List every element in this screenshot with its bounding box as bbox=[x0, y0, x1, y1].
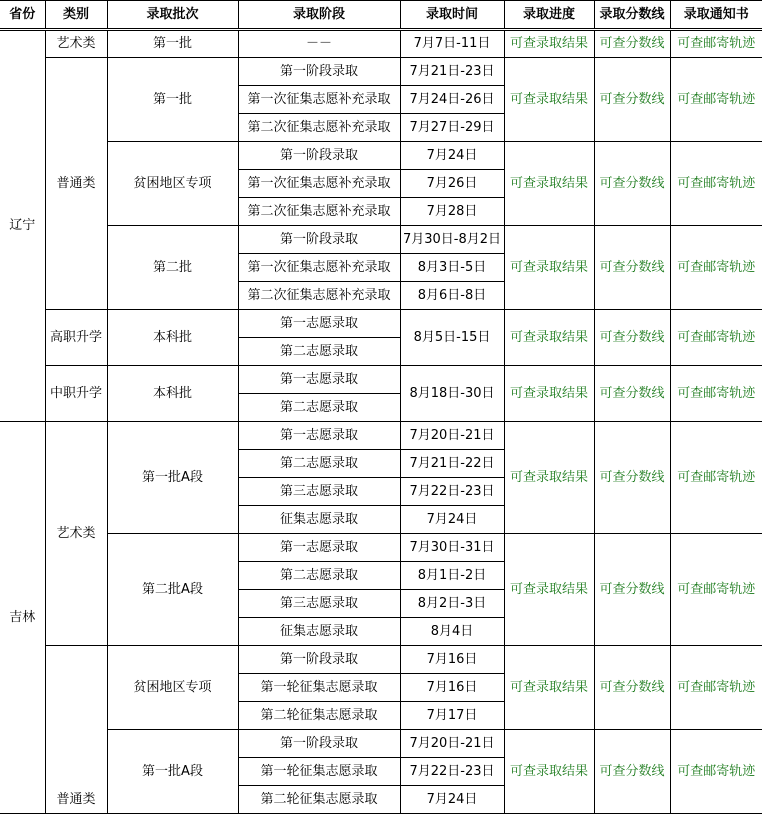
stage-cell: 第一次征集志愿补充录取 bbox=[238, 254, 400, 282]
time-cell: 8月5日-15日 bbox=[400, 310, 504, 366]
progress-link[interactable]: 可查录取结果 bbox=[504, 310, 594, 366]
notice-link[interactable]: 可查邮寄轨迹 bbox=[670, 534, 762, 646]
time-cell: 7月22日-23日 bbox=[400, 758, 504, 786]
category-cell: 艺术类 bbox=[45, 30, 107, 58]
time-cell: 7月7日-11日 bbox=[400, 30, 504, 58]
stage-cell: 第一志愿录取 bbox=[238, 534, 400, 562]
batch-cell: 贫困地区专项 bbox=[107, 142, 238, 226]
time-cell: 7月26日 bbox=[400, 170, 504, 198]
progress-link[interactable]: 可查录取结果 bbox=[504, 58, 594, 142]
table-row bbox=[0, 730, 762, 758]
table-row bbox=[0, 142, 762, 170]
score-link[interactable]: 可查分数线 bbox=[594, 226, 670, 310]
time-cell: 7月20日-21日 bbox=[400, 422, 504, 450]
score-link[interactable]: 可查分数线 bbox=[594, 58, 670, 142]
score-link[interactable]: 可查分数线 bbox=[594, 366, 670, 422]
notice-link[interactable]: 可查邮寄轨迹 bbox=[670, 30, 762, 58]
stage-cell: 第一阶段录取 bbox=[238, 730, 400, 758]
progress-link[interactable]: 可查录取结果 bbox=[504, 730, 594, 814]
time-cell: 8月18日-30日 bbox=[400, 366, 504, 422]
time-cell: 7月20日-21日 bbox=[400, 730, 504, 758]
batch-cell: 第二批A段 bbox=[107, 534, 238, 646]
time-cell: 7月21日-23日 bbox=[400, 58, 504, 86]
header-time: 录取时间 bbox=[400, 1, 504, 30]
stage-cell: －－ bbox=[238, 30, 400, 58]
time-cell: 7月16日 bbox=[400, 646, 504, 674]
notice-link[interactable]: 可查邮寄轨迹 bbox=[670, 646, 762, 730]
progress-link[interactable]: 可查录取结果 bbox=[504, 366, 594, 422]
stage-cell: 第二轮征集志愿录取 bbox=[238, 702, 400, 730]
notice-link[interactable]: 可查邮寄轨迹 bbox=[670, 310, 762, 366]
score-link[interactable]: 可查分数线 bbox=[594, 30, 670, 58]
batch-cell: 本科批 bbox=[107, 310, 238, 366]
time-cell: 8月2日-3日 bbox=[400, 590, 504, 618]
table-row bbox=[0, 366, 762, 394]
header-score: 录取分数线 bbox=[594, 1, 670, 30]
batch-cell: 第一批A段 bbox=[107, 422, 238, 534]
batch-cell: 第二批 bbox=[107, 226, 238, 310]
time-cell: 7月28日 bbox=[400, 198, 504, 226]
stage-cell: 第二志愿录取 bbox=[238, 450, 400, 478]
stage-cell: 第一阶段录取 bbox=[238, 58, 400, 86]
stage-cell: 第二次征集志愿补充录取 bbox=[238, 282, 400, 310]
stage-cell: 第一志愿录取 bbox=[238, 366, 400, 394]
stage-cell: 第二志愿录取 bbox=[238, 562, 400, 590]
time-cell: 7月30日-31日 bbox=[400, 534, 504, 562]
category-cell: 艺术类 bbox=[45, 422, 107, 646]
stage-cell: 第一阶段录取 bbox=[238, 226, 400, 254]
batch-cell: 第一批 bbox=[107, 58, 238, 142]
time-cell: 7月24日-26日 bbox=[400, 86, 504, 114]
time-cell: 8月1日-2日 bbox=[400, 562, 504, 590]
notice-link[interactable]: 可查邮寄轨迹 bbox=[670, 142, 762, 226]
time-cell: 7月24日 bbox=[400, 142, 504, 170]
table-row bbox=[0, 422, 762, 450]
time-cell: 7月16日 bbox=[400, 674, 504, 702]
time-cell: 8月4日 bbox=[400, 618, 504, 646]
stage-cell: 第二次征集志愿补充录取 bbox=[238, 198, 400, 226]
stage-cell: 征集志愿录取 bbox=[238, 506, 400, 534]
batch-cell: 贫困地区专项 bbox=[107, 646, 238, 730]
batch-cell: 第一批A段 bbox=[107, 730, 238, 814]
notice-link[interactable]: 可查邮寄轨迹 bbox=[670, 422, 762, 534]
category-cell: 中职升学 bbox=[45, 366, 107, 422]
time-cell: 7月17日 bbox=[400, 702, 504, 730]
notice-link[interactable]: 可查邮寄轨迹 bbox=[670, 730, 762, 814]
province-cell: 辽宁 bbox=[0, 30, 45, 422]
time-cell: 7月24日 bbox=[400, 786, 504, 814]
time-cell: 7月30日-8月2日 bbox=[400, 226, 504, 254]
stage-cell: 第二志愿录取 bbox=[238, 394, 400, 422]
header-stage: 录取阶段 bbox=[238, 1, 400, 30]
progress-link[interactable]: 可查录取结果 bbox=[504, 534, 594, 646]
stage-cell: 第一阶段录取 bbox=[238, 646, 400, 674]
stage-cell: 征集志愿录取 bbox=[238, 618, 400, 646]
header-province: 省份 bbox=[0, 1, 45, 30]
notice-link[interactable]: 可查邮寄轨迹 bbox=[670, 226, 762, 310]
score-link[interactable]: 可查分数线 bbox=[594, 646, 670, 730]
batch-cell: 本科批 bbox=[107, 366, 238, 422]
category-cell: 普通类 bbox=[45, 646, 107, 814]
table-row bbox=[0, 58, 762, 86]
province-cell: 吉林 bbox=[0, 422, 45, 814]
stage-cell: 第一次征集志愿补充录取 bbox=[238, 170, 400, 198]
table-row bbox=[0, 534, 762, 562]
stage-cell: 第一志愿录取 bbox=[238, 422, 400, 450]
progress-link[interactable]: 可查录取结果 bbox=[504, 30, 594, 58]
header-notice: 录取通知书 bbox=[670, 1, 762, 30]
category-cell: 高职升学 bbox=[45, 310, 107, 366]
stage-cell: 第一轮征集志愿录取 bbox=[238, 758, 400, 786]
score-link[interactable]: 可查分数线 bbox=[594, 142, 670, 226]
header-row bbox=[0, 1, 762, 30]
stage-cell: 第一轮征集志愿录取 bbox=[238, 674, 400, 702]
score-link[interactable]: 可查分数线 bbox=[594, 730, 670, 814]
notice-link[interactable]: 可查邮寄轨迹 bbox=[670, 366, 762, 422]
stage-cell: 第二轮征集志愿录取 bbox=[238, 786, 400, 814]
stage-cell: 第一阶段录取 bbox=[238, 142, 400, 170]
time-cell: 7月27日-29日 bbox=[400, 114, 504, 142]
time-cell: 7月24日 bbox=[400, 506, 504, 534]
score-link[interactable]: 可查分数线 bbox=[594, 534, 670, 646]
progress-link[interactable]: 可查录取结果 bbox=[504, 142, 594, 226]
category-cell: 普通类 bbox=[45, 58, 107, 310]
notice-link[interactable]: 可查邮寄轨迹 bbox=[670, 58, 762, 142]
time-cell: 8月3日-5日 bbox=[400, 254, 504, 282]
progress-link[interactable]: 可查录取结果 bbox=[504, 226, 594, 310]
stage-cell: 第三志愿录取 bbox=[238, 590, 400, 618]
table-row bbox=[0, 310, 762, 338]
stage-cell: 第二志愿录取 bbox=[238, 338, 400, 366]
stage-cell: 第一志愿录取 bbox=[238, 310, 400, 338]
stage-cell: 第一次征集志愿补充录取 bbox=[238, 86, 400, 114]
score-link[interactable]: 可查分数线 bbox=[594, 310, 670, 366]
stage-cell: 第二次征集志愿补充录取 bbox=[238, 114, 400, 142]
table-row bbox=[0, 30, 762, 58]
time-cell: 7月21日-22日 bbox=[400, 450, 504, 478]
header-category: 类别 bbox=[45, 1, 107, 30]
score-link[interactable]: 可查分数线 bbox=[594, 422, 670, 534]
header-batch: 录取批次 bbox=[107, 1, 238, 30]
progress-link[interactable]: 可查录取结果 bbox=[504, 646, 594, 730]
time-cell: 7月22日-23日 bbox=[400, 478, 504, 506]
stage-cell: 第三志愿录取 bbox=[238, 478, 400, 506]
progress-link[interactable]: 可查录取结果 bbox=[504, 422, 594, 534]
table-row bbox=[0, 226, 762, 254]
header-progress: 录取进度 bbox=[504, 1, 594, 30]
time-cell: 8月6日-8日 bbox=[400, 282, 504, 310]
table-row bbox=[0, 646, 762, 674]
batch-cell: 第一批 bbox=[107, 30, 238, 58]
